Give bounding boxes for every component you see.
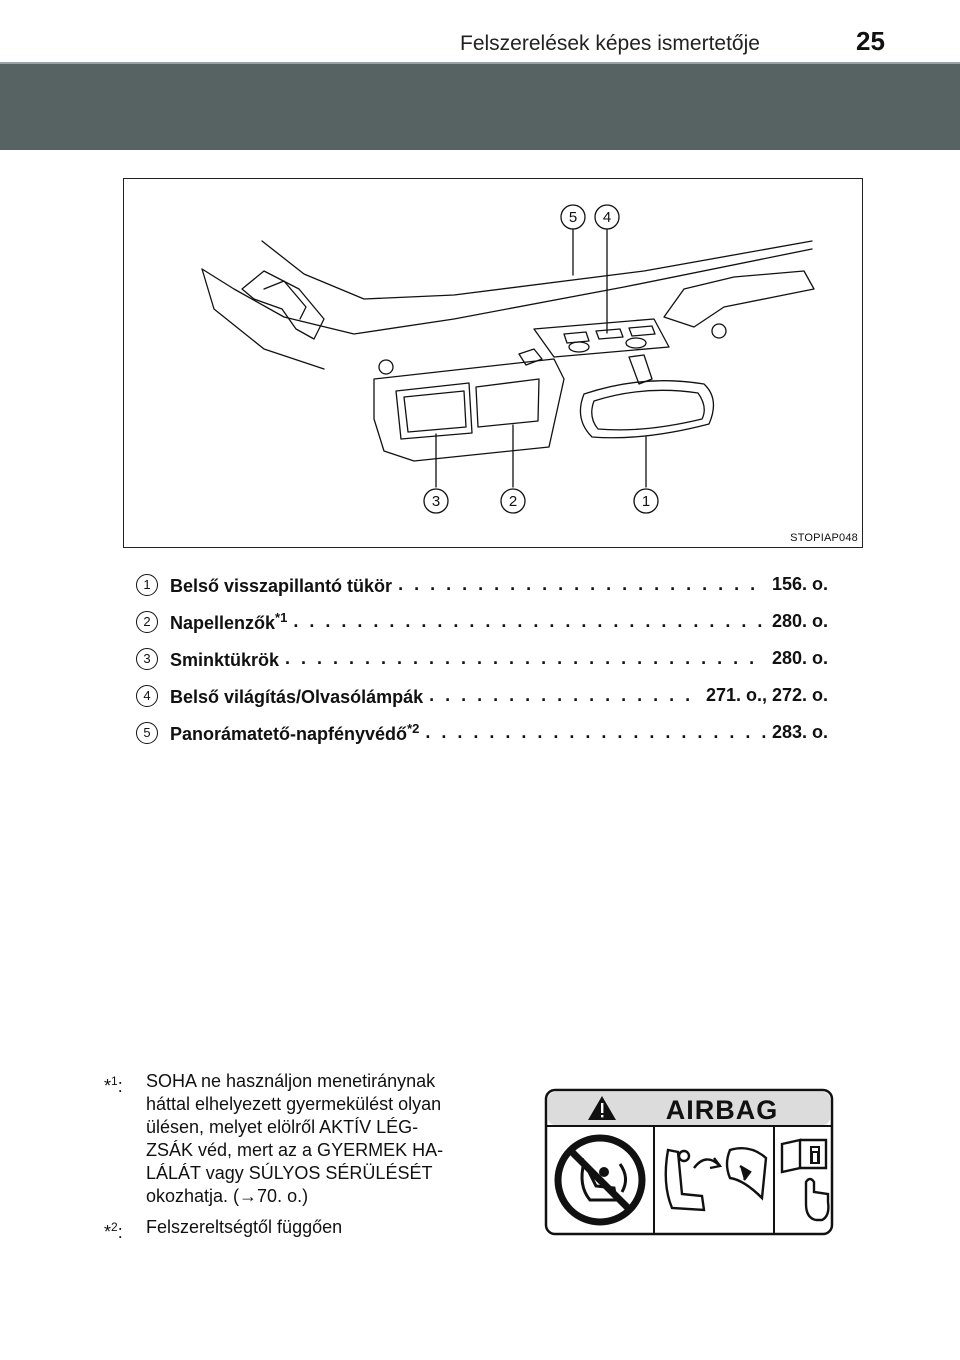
leader-dots bbox=[429, 685, 700, 706]
item-label: Napellenzők$^{*1}$ bbox=[170, 609, 288, 633]
footnote-mark: *$^2$: bbox=[104, 1220, 123, 1242]
callout-4: 4 bbox=[602, 209, 612, 226]
list-item bbox=[136, 714, 828, 751]
item-number: 3 bbox=[136, 648, 158, 670]
airbag-title: AIRBAG bbox=[665, 1095, 779, 1125]
footnotes bbox=[104, 1070, 524, 1252]
callout-5: 5 bbox=[568, 209, 578, 226]
list-item bbox=[136, 677, 828, 714]
item-number: 1 bbox=[136, 574, 158, 596]
callout-1: 1 bbox=[641, 493, 651, 510]
item-label: Belső világítás/Olvasólámpák bbox=[170, 686, 424, 707]
page-number: 25 bbox=[856, 26, 885, 56]
figure-code: STOPIAP048 bbox=[790, 532, 858, 544]
item-number: 5 bbox=[136, 722, 158, 744]
item-label: Panorámatető-napfényvédő$^{*2}$ bbox=[170, 720, 420, 744]
section-title: Felszerelések képes ismertetője bbox=[460, 32, 760, 55]
leader-dots bbox=[293, 611, 766, 632]
interior-figure bbox=[123, 178, 863, 548]
no-rear-facing-child-seat-icon bbox=[558, 1138, 642, 1222]
leader-dots bbox=[285, 648, 766, 669]
item-page-ref: 280. o. bbox=[771, 611, 828, 631]
leader-dots bbox=[425, 722, 766, 743]
list-item bbox=[136, 603, 828, 640]
callout-2: 2 bbox=[508, 493, 518, 510]
item-label: Belső visszapillantó tükör bbox=[170, 575, 393, 596]
item-label: Sminktükrök bbox=[170, 649, 280, 670]
footnote-text: SOHA ne használjon menetiránynak háttal elhelyezett gyermekülést olyan ülésen, melyet elölről AKTÍV LÉG- ZSÁK véd, mert az a GYERMEK HA- LÁLÁT vagy SÚLYOS SÉRÜLÉSÉT okozhatja. (→70. o.) bbox=[146, 1071, 444, 1206]
callout-3: 3 bbox=[431, 493, 441, 510]
section-banner bbox=[0, 64, 960, 150]
item-page-ref: 280. o. bbox=[771, 648, 828, 668]
car-ceiling-illustration bbox=[124, 179, 862, 547]
component-list bbox=[136, 566, 828, 751]
footnote-mark: *$^1$: bbox=[104, 1074, 123, 1096]
item-page-ref: 283. o. bbox=[771, 722, 828, 742]
footnote-2 bbox=[104, 1216, 524, 1244]
leader-dots bbox=[398, 574, 766, 595]
list-item bbox=[136, 640, 828, 677]
list-item bbox=[136, 566, 828, 603]
footnote-text: Felszereltségtől függően bbox=[146, 1217, 343, 1237]
item-page-ref: 271. o., 272. o. bbox=[705, 685, 828, 705]
footnote-1 bbox=[104, 1070, 524, 1208]
item-number: 2 bbox=[136, 611, 158, 633]
airbag-label-graphic bbox=[544, 1088, 834, 1236]
page-header bbox=[0, 0, 960, 66]
item-number: 4 bbox=[136, 685, 158, 707]
airbag-warning-label bbox=[544, 1088, 834, 1236]
item-page-ref: 156. o. bbox=[771, 574, 828, 594]
